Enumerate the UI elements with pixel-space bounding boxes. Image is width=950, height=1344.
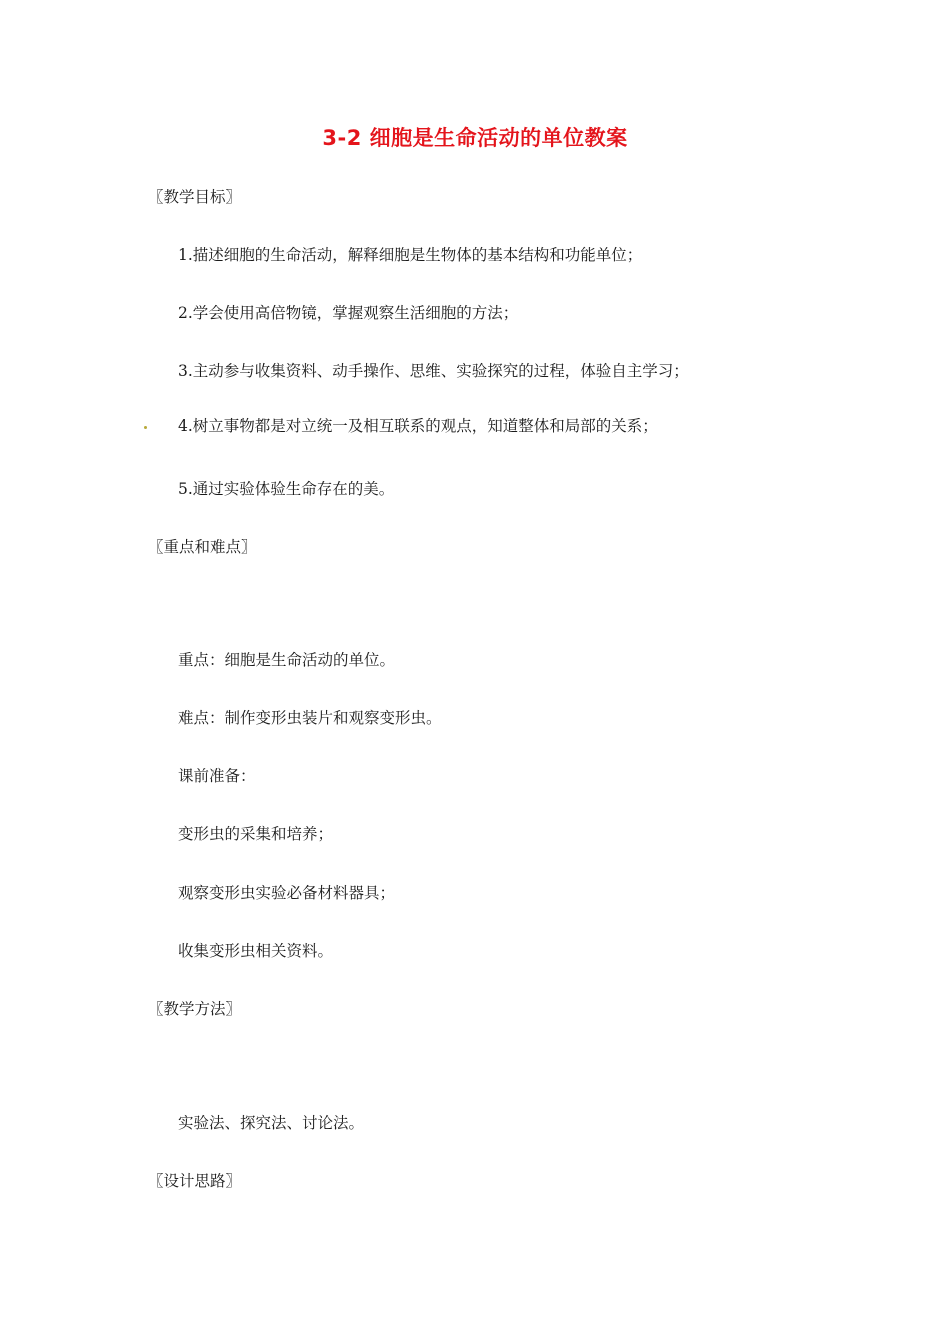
key-point-item-2: 难点：制作变形虫装片和观察变形虫。 bbox=[178, 709, 442, 727]
key-point-item-3: 课前准备： bbox=[178, 767, 256, 785]
document-title: 3-2 细胞是生命活动的单位教案 bbox=[322, 126, 628, 150]
section-heading-key-points: 〖重点和难点〗 bbox=[148, 538, 257, 556]
key-point-item-6: 收集变形虫相关资料。 bbox=[178, 942, 334, 960]
method-item-1: 实验法、探究法、讨论法。 bbox=[178, 1114, 365, 1132]
section-heading-methods: 〖教学方法〗 bbox=[148, 1000, 242, 1018]
key-point-item-1: 重点：细胞是生命活动的单位。 bbox=[178, 651, 396, 669]
objective-item-1: 1.描述细胞的生命活动，解释细胞是生物体的基本结构和功能单位； bbox=[178, 246, 643, 264]
objective-item-2: 2.学会使用高倍物镜，掌握观察生活细胞的方法； bbox=[178, 304, 519, 322]
key-point-item-4: 变形虫的采集和培养； bbox=[178, 825, 334, 843]
objective-item-5: 5.通过实验体验生命存在的美。 bbox=[178, 480, 395, 498]
objective-item-4: 4.树立事物都是对立统一及相互联系的观点，知道整体和局部的关系； bbox=[178, 417, 658, 435]
section-heading-objectives: 〖教学目标〗 bbox=[148, 188, 242, 206]
key-point-item-5: 观察变形虫实验必备材料器具； bbox=[178, 884, 396, 902]
section-heading-design: 〖设计思路〗 bbox=[148, 1172, 242, 1190]
stray-mark bbox=[144, 426, 147, 429]
objective-item-3: 3.主动参与收集资料、动手操作、思维、实验探究的过程，体验自主学习； bbox=[178, 362, 689, 380]
